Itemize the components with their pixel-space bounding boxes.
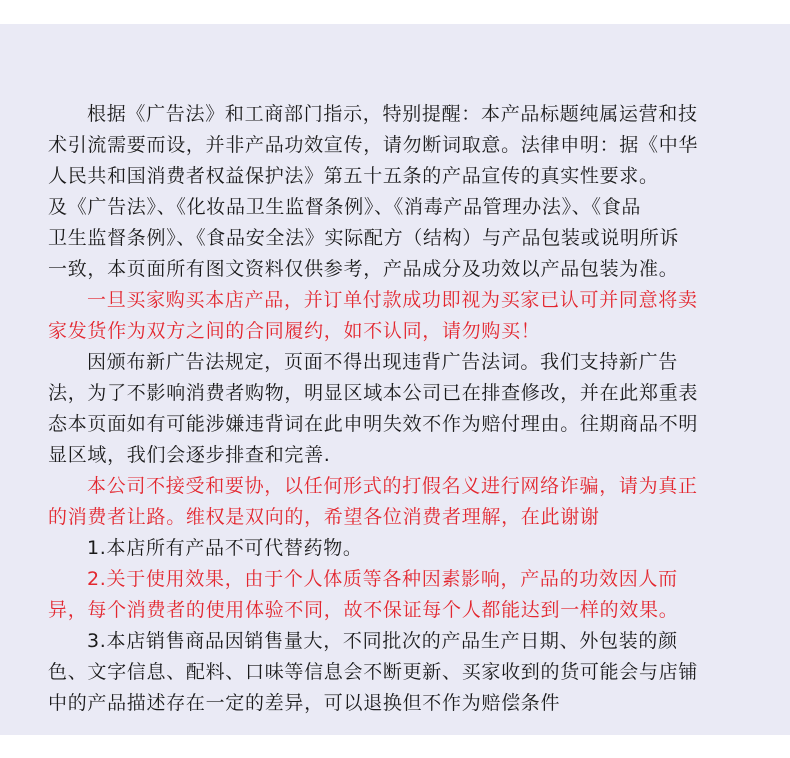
paragraph-regulations-line-2: 卫生监督条例》、《食品安全法》实际配方（结构）与产品包装或说明所诉: [48, 227, 680, 249]
paragraph-new-ad-law-line-3: 态本页面如有可能涉嫌违背词在此申明失效不作为赔付理由。往期商品不明: [48, 413, 699, 435]
item-3-batch-line-3: 中的产品描述存在一定的差异，可以退换但不作为赔偿条件: [48, 692, 561, 714]
item-3-batch-line-2: 色、文字信息、配料、口味等信息会不断更新、买家收到的货可能会与店铺: [48, 661, 699, 683]
anti-fraud-line-1: 本公司不接受和要协，以任何形式的打假名义进行网络诈骗，请为真正: [87, 475, 698, 497]
paragraph-ad-law-line-2: 术引流需要而设，并非产品功效宣传，请勿断词取意。法律申明：据《中华: [48, 134, 699, 156]
purchase-agreement-line-2: 家发货作为双方之间的合同履约，如不认同，请勿购买！: [48, 320, 541, 342]
paragraph-new-ad-law-line-4: 显区域，我们会逐步排查和完善.: [48, 444, 331, 466]
item-1-not-medicine: 1.本店所有产品不可代替药物。: [87, 537, 363, 559]
paragraph-new-ad-law-line-1: 因颁布新广告法规定，页面不得出现违背广告法词。我们支持新广告: [87, 351, 679, 373]
notice-panel: [0, 24, 790, 735]
paragraph-ad-law-line-1: 根据《广告法》和工商部门指示，特别提醒：本产品标题纯属运营和技: [87, 103, 698, 125]
item-2-effect-line-2: 异，每个消费者的使用体验不同，故不保证每个人都能达到一样的效果。: [48, 599, 679, 621]
item-2-effect-line-1: 2.关于使用效果，由于个人体质等各种因素影响，产品的功效因人而: [87, 568, 678, 590]
notice-text-block: [48, 99, 738, 719]
paragraph-ad-law-line-3: 人民共和国消费者权益保护法》第五十五条的产品宣传的真实性要求。: [48, 165, 659, 187]
purchase-agreement-line-1: 一旦买家购买本店产品，并订单付款成功即视为买家已认可并同意将卖: [87, 289, 698, 311]
paragraph-regulations-line-1: 及《广告法》、《化妆品卫生监督条例》、《消毒产品管理办法》、《食品: [48, 196, 642, 218]
item-3-batch-line-1: 3.本店销售商品因销售量大，不同批次的产品生产日期、外包装的颜: [87, 630, 678, 652]
paragraph-new-ad-law-line-2: 法，为了不影响消费者购物，明显区域本公司已在排查修改，并在此郑重表: [48, 382, 699, 404]
anti-fraud-line-2: 的消费者让路。维权是双向的，希望各位消费者理解，在此谢谢: [48, 506, 600, 528]
paragraph-regulations-line-3: 一致，本页面所有图文资料仅供参考，产品成分及功效以产品包装为准。: [48, 258, 679, 280]
